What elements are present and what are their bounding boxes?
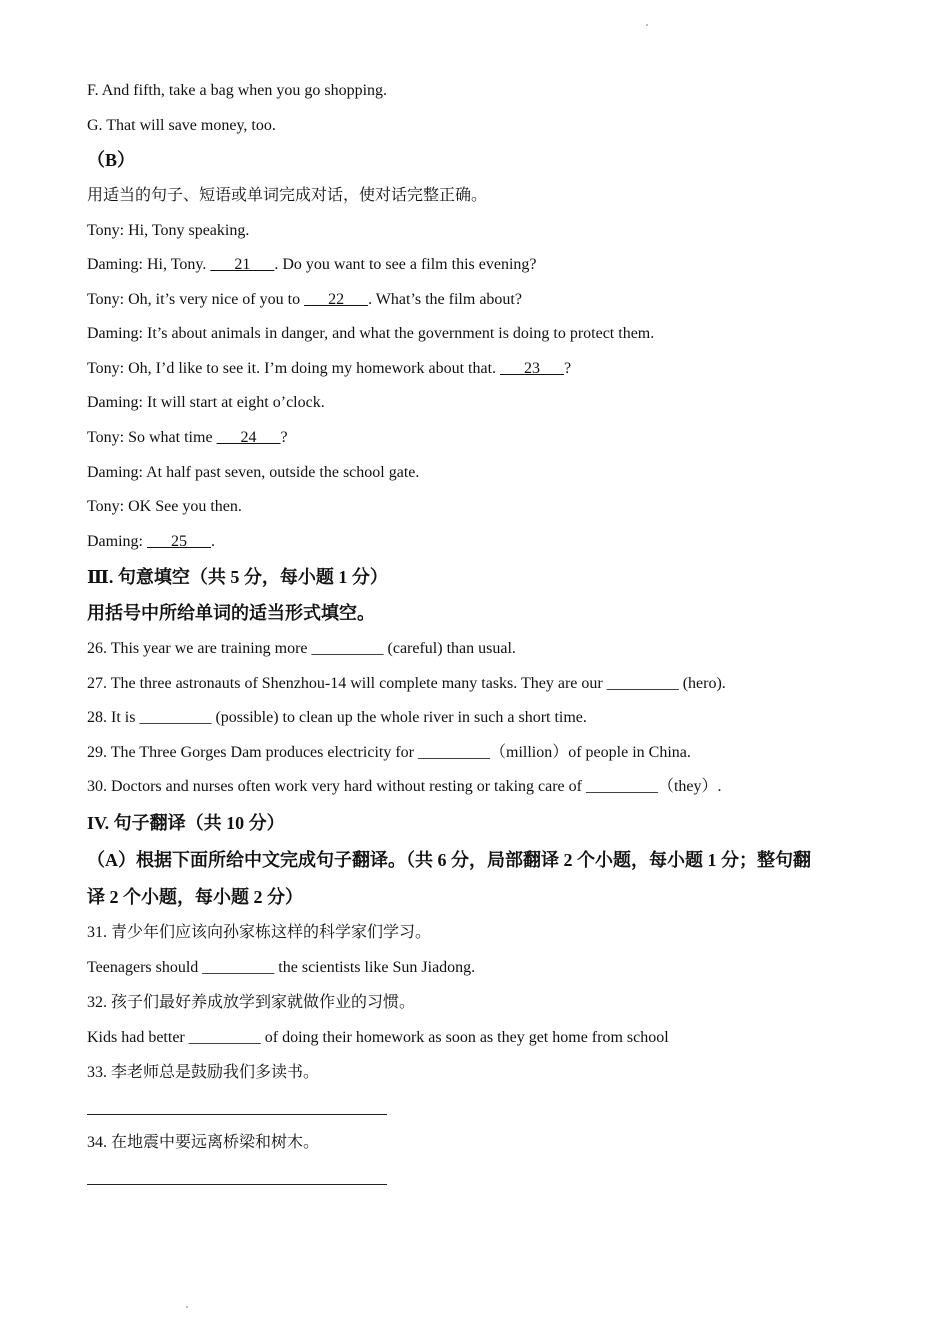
dialogue-line-8: Daming: At half past seven, outside the school gate. [87, 464, 420, 481]
question-29: 29. The Three Gorges Dam produces electricity for _________（million）of people in China. [87, 744, 691, 761]
blank-22: 22 [304, 291, 369, 308]
section-4a-instruction-line-2: 译 2 个小题，每小题 2 分） [87, 887, 303, 907]
section-3-instruction: 用括号中所给单词的适当形式填空。 [87, 603, 375, 623]
dialogue-line-10 [87, 532, 890, 552]
option-f: F. And fifth, take a bag when you go shopping. [87, 82, 388, 99]
option-g: G. That will save money, too. [87, 117, 276, 134]
dialogue-text: ? [280, 429, 288, 446]
question-32: 32. 孩子们最好养成放学到家就做作业的习惯。 [87, 994, 416, 1011]
section-3-heading: Ⅲ. 句意填空（共 5 分，每小题 1 分） [87, 567, 388, 587]
section-4-heading: IV. 句子翻译（共 10 分） [87, 813, 285, 833]
answer-line-33 [87, 1114, 387, 1115]
section-4a-instruction-line-1: （A）根据下面所给中文完成句子翻译。（共 6 分，局部翻译 2 个小题，每小题 1 分；整句翻 [87, 850, 811, 870]
dialogue-text: Tony: Oh, it’s very nice of you to [87, 291, 305, 308]
dialogue-text: Tony: Oh, I’d like to see it. I’m doing my homework about that. [87, 360, 501, 377]
dialogue-text: ? [564, 360, 572, 377]
dialogue-text: Daming: Hi, Tony. [87, 256, 211, 273]
dialogue-line-7 [87, 428, 890, 448]
blank-25: 25 [147, 533, 211, 550]
question-34: 34. 在地震中要远离桥梁和树木。 [87, 1134, 320, 1151]
dialogue-line-6: Daming: It will start at eight o’clock. [87, 394, 325, 411]
dialogue-line-9: Tony: OK See you then. [87, 498, 242, 515]
question-26: 26. This year we are training more _________ (careful) than usual. [87, 640, 516, 657]
blank-21: 21 [210, 256, 275, 273]
dialogue-line-2 [87, 255, 890, 275]
question-28: 28. It is _________ (possible) to clean up the whole river in such a short time. [87, 709, 587, 726]
section-b-heading: （B） [87, 150, 136, 170]
dialogue-text: Daming: [87, 533, 147, 550]
dialogue-text: . What’s the film about? [368, 291, 522, 308]
dialogue-line-5 [87, 359, 890, 379]
question-33: 33. 李老师总是鼓励我们多读书。 [87, 1064, 320, 1081]
scan-speck-top [646, 24, 648, 26]
scan-speck-bottom [186, 1306, 188, 1308]
question-32-english: Kids had better _________ of doing their homework as soon as they get home from school [87, 1029, 669, 1046]
dialogue-text: . Do you want to see a film this evening? [274, 256, 537, 273]
question-31-english: Teenagers should _________ the scientists like Sun Jiadong. [87, 959, 476, 976]
dialogue-line-4: Daming: It’s about animals in danger, and what the government is doing to protect them. [87, 325, 655, 342]
answer-line-34 [87, 1184, 387, 1185]
question-27: 27. The three astronauts of Shenzhou-14 will complete many tasks. They are our _________ (hero). [87, 675, 726, 692]
question-31: 31. 青少年们应该向孙家栋这样的科学家们学习。 [87, 924, 432, 941]
question-30: 30. Doctors and nurses often work very hard without resting or taking care of _________（they）. [87, 778, 722, 795]
dialogue-text: . [211, 533, 215, 550]
dialogue-line-3 [87, 290, 890, 310]
blank-23: 23 [500, 360, 565, 377]
dialogue-line-1: Tony: Hi, Tony speaking. [87, 222, 250, 239]
dialogue-text: Tony: So what time [87, 429, 217, 446]
blank-24: 24 [216, 429, 281, 446]
section-b-instruction: 用适当的句子、短语或单词完成对话，使对话完整正确。 [87, 187, 488, 204]
